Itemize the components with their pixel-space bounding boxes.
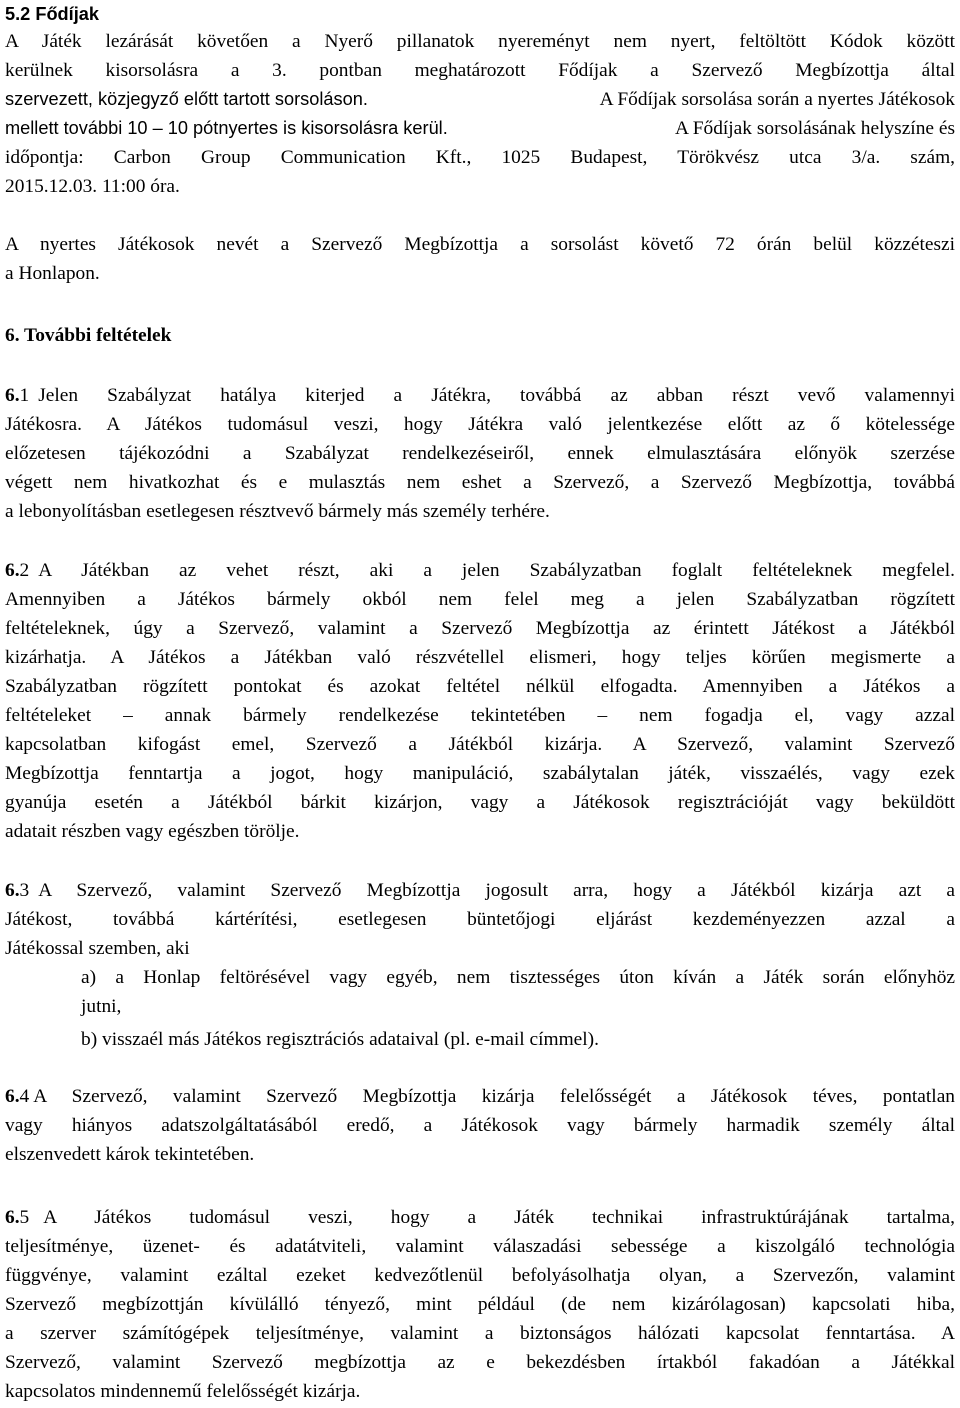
list-item-a-continued: jutni, <box>81 996 122 1017</box>
paragraph-line: A Fődíjak sorsolásának helyszíne és <box>674 118 955 139</box>
paragraph-line: A Fődíjak sorsolása során a nyertes Játékosok <box>599 89 955 110</box>
paragraph-line: kapcsolatban kifogást emel, Szervező a Játékból kizárja. A Szervező, valamint Szervező <box>5 734 955 755</box>
paragraph-line: Szabályzatban rögzített pontokat és azokat feltétel nélkül elfogadta. Amennyiben a Játékos a <box>5 676 955 697</box>
clause-number-suffix: 1 <box>19 385 30 406</box>
paragraph-line: a Honlapon. <box>5 263 100 284</box>
paragraph-line: Szervező, valamint Szervező megbízottja az e bekezdésben írtakból fakadóan a Játékkal <box>5 1352 955 1373</box>
paragraph-line: Amennyiben a Játékos bármely okból nem felel meg a jelen Szabályzatban rögzített <box>5 589 955 610</box>
paragraph-line: feltételeknek, úgy a Szervező, valamint a Szervező Megbízottja az érintett Játékost a Játékból <box>5 618 955 639</box>
paragraph-line: elszenvedett károk tekintetében. <box>5 1144 255 1165</box>
paragraph-line: időpontja: Carbon Group Communication Kft., 1025 Budapest, Törökvész utca 3/a. szám, <box>5 147 955 168</box>
paragraph-line: kapcsolatos mindennemű felelősségét kizárja. <box>5 1381 361 1402</box>
paragraph-line: feltételeket – annak bármely rendelkezése tekintetében – nem fogadja el, vagy azzal <box>5 705 955 726</box>
paragraph-line: vagy hiányos adatszolgáltatásából eredő, a Játékosok vagy bármely harmadik személy által <box>5 1115 955 1136</box>
paragraph-line: Játékost, továbbá kártérítési, esetlegesen büntetőjogi eljárást kezdeményezzen azzal a <box>5 909 955 930</box>
paragraph-line: gyanúja esetén a Játékból bárkit kizárjon, vagy a Játékosok regisztrációját vagy beküldött <box>5 792 955 813</box>
paragraph-6-2-first-line <box>5 556 955 585</box>
clause-number-suffix: 3 <box>19 880 30 901</box>
paragraph-line: a lebonyolításban esetlegesen résztvevő bármely más személy terhére. <box>5 501 550 522</box>
paragraph-line: Jelen Szabályzat hatálya kiterjed a Játékra, továbbá az abban részt vevő valamennyi <box>38 385 955 406</box>
clause-number: 6. <box>5 1207 20 1228</box>
clause-number-suffix: 2 <box>19 560 30 581</box>
clause-number: 6. <box>5 880 20 901</box>
paragraph-line: A Szervező, valamint Szervező Megbízottja jogosult arra, hogy a Játékból kizárja azt a <box>38 880 955 901</box>
paragraph-line: Szervező megbízottján kívülálló tényező, mint például (de nem kizárólagosan) kapcsolati hiba, <box>5 1294 955 1315</box>
paragraph-line: mellett további 10 – 10 pótnyertes is kisorsolásra kerül. <box>5 118 448 138</box>
paragraph-line: Játékossal szemben, aki <box>5 938 190 959</box>
paragraph-line: teljesítménye, üzenet- és adatátviteli, valamint válaszadási sebessége a kiszolgáló technológia <box>5 1236 955 1257</box>
paragraph-line: Megbízottja fenntartja a jogot, hogy manipuláció, szabálytalan játék, visszaélés, vagy ezek <box>5 763 955 784</box>
paragraph-line: előzetesen tájékozódni a Szabályzat rendelkezéseiről, ennek elmulasztására előnyök szerzése <box>5 443 955 464</box>
paragraph-line: 2015.12.03. 11:00 óra. <box>5 176 180 197</box>
list-item-a: a) a Honlap feltörésével vagy egyéb, nem tisztességes úton kíván a Játék során előnyhöz <box>81 967 955 988</box>
paragraph-line: A Játék lezárását követően a Nyerő pillanatok nyereményt nem nyert, feltöltött Kódok között <box>5 31 955 52</box>
section-heading-5-2: 5.2 Fődíjak <box>5 4 100 24</box>
paragraph-line: A Szervező, valamint Szervező Megbízottja kizárja felelősségét a Játékosok téves, pontatlan <box>33 1086 955 1107</box>
clause-number: 6. <box>5 385 20 406</box>
paragraph-6-3-first-line <box>5 876 955 905</box>
paragraph-6-5-first-line <box>5 1203 955 1232</box>
clause-number: 6. <box>5 560 20 581</box>
paragraph-line: Játékosra. A Játékos tudomásul veszi, hogy Játékra való jelentkezése előtt az ő kötelessége <box>5 414 955 435</box>
paragraph-line: függvénye, valamint ezáltal ezeket kedvezőtlenül befolyásolhatja olyan, a Szervezőn, valamint <box>5 1265 955 1286</box>
paragraph-line: végett nem hivatkozhat és e mulasztás nem eshet a Szervező, a Szervező Megbízottja, továbbá <box>5 472 955 493</box>
paragraph-6-1-first-line <box>5 381 955 410</box>
paragraph-line: A Játékban az vehet részt, aki a jelen Szabályzatban foglalt feltételeknek megfelel. <box>38 560 955 581</box>
paragraph-line: A Játékos tudomásul veszi, hogy a Játék technikai infrastruktúrájának tartalma, <box>43 1207 955 1228</box>
paragraph-line: a szerver számítógépek teljesítménye, valamint a biztonságos hálózati kapcsolat fenntartása. A <box>5 1323 955 1344</box>
clause-number-suffix: 5 <box>19 1207 30 1228</box>
paragraph-line: kizárhatja. A Játékos a Játékban való részvétellel elismeri, hogy teljes körűen megismerte a <box>5 647 955 668</box>
paragraph-line: szervezett, közjegyző előtt tartott sorsoláson. <box>5 89 368 109</box>
clause-number-suffix: 4 <box>19 1086 30 1107</box>
paragraph-6-4-first-line <box>5 1082 955 1111</box>
list-item-b: b) visszaél más Játékos regisztrációs adataival (pl. e-mail címmel). <box>81 1029 599 1050</box>
paragraph-line: kerülnek kisorsolásra a 3. pontban meghatározott Fődíjak a Szervező Megbízottja által <box>5 60 955 81</box>
paragraph-line: A nyertes Játékosok nevét a Szervező Megbízottja a sorsolást követő 72 órán belül közzéteszi <box>5 234 955 255</box>
section-heading-6: 6. További feltételek <box>5 325 172 346</box>
clause-number: 6. <box>5 1086 20 1107</box>
paragraph-line: adatait részben vagy egészben törölje. <box>5 821 300 842</box>
